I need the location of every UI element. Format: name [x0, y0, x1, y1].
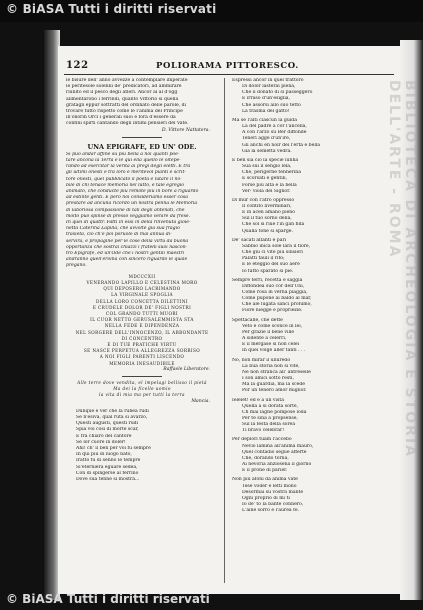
- text-line: riunito ed il pesco degli atleri. Ancor al al d'ogg: [66, 90, 178, 96]
- verse-line: Questi augusti, questi rudi: [76, 421, 139, 427]
- verse-line: E il prone di parier.: [242, 468, 288, 474]
- verse-line: Tese voder e letti mono: [242, 483, 297, 489]
- verse-line: Come pupone ai baldo al mar,: [242, 296, 312, 302]
- verse-line: Spettacalle, che dette: [232, 317, 283, 323]
- verse-line: Qualla tone si sparge.: [242, 228, 293, 234]
- epigraph-signature: Raffaele Liberatore.: [163, 366, 210, 372]
- verse-line: E scorsati e gentili,: [242, 176, 288, 182]
- verse-line: Sempre terri, recetta e saggia: [232, 277, 303, 283]
- ode-stanzas-right: [232, 78, 382, 514]
- verse-line: Sua sui il sengio lela,: [242, 164, 292, 170]
- epigraph-line: E DI TUE PRATICHE VIRTÙ: [107, 341, 177, 347]
- verse-line: Quel contadio segue afferte: [242, 449, 307, 455]
- verse-line: No, non mirar il ulluredo: [232, 357, 291, 363]
- verse-line: Diffondea suo cor dell'Uni,: [242, 283, 305, 289]
- motto-line: Ma dei la ficelle uomio: [113, 386, 171, 392]
- verse-line: Che il donato di sì passeggero: [242, 90, 313, 96]
- text-line: le bisure dell' anno avvezze a contemplare imperate: [66, 78, 188, 83]
- verse-line: Si'eterniera eguare sedea,: [76, 464, 138, 470]
- text-line: In quei di quattr. Fatti in essi in della rinvenuta gioie-: [66, 220, 191, 226]
- text-line: tro Epigrafe, ed un'Ode che i nostri gentili maestri: [66, 251, 185, 257]
- article-title: UNA EPIGRAFE, ED UN' ODE.: [87, 142, 197, 151]
- verse-line: E irraso d'un'esiglia,: [242, 96, 291, 102]
- verse-line: Ma la guardia, ma la scede: [242, 382, 306, 388]
- verse-line: E ben sia ciò la specie lunha: [232, 157, 299, 163]
- verse-line: Sabbio inica sole lara il fiore,: [242, 243, 311, 249]
- verse-line: Por un tenero amor miglior.: [242, 388, 307, 394]
- verse-line: Di mur con l'atro oppresso: [232, 197, 295, 203]
- verse-line: Ver- viola del Signor.: [242, 188, 291, 194]
- verse-line: Per grazie il bene ville: [242, 329, 295, 335]
- epigraph-line: IL CUOR NETTO GERUSALEMMISTA STA: [90, 317, 194, 323]
- journal-title: POLIORAMA PITTORESCO.: [156, 61, 299, 71]
- verse-line: Ne non stranca all' antreselle: [242, 369, 311, 375]
- verse-line: Sul la festa della sorea: [242, 422, 296, 428]
- epigraph-line: MDCCCXII: [128, 273, 156, 279]
- verse-line: La trasma del gatto!: [242, 108, 290, 114]
- verse-line: Il contito liverminari,: [242, 203, 292, 209]
- verse-line: Gli anchi en noir dei l'erta e bella: [242, 142, 321, 148]
- text-line: trovare tutto rispetto come le l'anima del Principe: [66, 109, 183, 115]
- verse-line: I son amici sotto resti,: [242, 376, 294, 382]
- page-header: [64, 58, 394, 75]
- epigraph-line: LA VIRGINALE SPOGLIA: [111, 292, 173, 298]
- verse-line: A sidente a celerri,: [242, 336, 287, 342]
- verse-line: De' sacati aflanti e pari: [232, 237, 287, 243]
- verse-line: La del padre a cor l'ancella,: [242, 124, 307, 130]
- text-line: servirà, è propagine per le cose della virtù da buona: [66, 238, 189, 244]
- verse-line: Non più afoni da anima vate: [232, 477, 298, 483]
- epigraph-line: NELLA FEDE E DIPENDENZA: [104, 323, 180, 329]
- text-line: di laboriosa compassione di tali degli antenati, che: [66, 207, 185, 213]
- text-line: confini spirti cantando degli intimi pensieri del Vate.: [66, 121, 189, 127]
- copyright-watermark-top: © BiASA Tutti i diritti riservati: [6, 2, 217, 16]
- epigraph-block: [66, 274, 218, 367]
- text-line: rando ad esercitar la verità ai pregi degli eletti. E tra: [66, 164, 191, 170]
- article-prose: [66, 152, 218, 270]
- verse-line: E fra chiaro del cantore: [76, 433, 132, 439]
- verse-line: Io de' to la bante connero,: [242, 502, 304, 507]
- verse-line: Spia voi così di morte scar,: [76, 427, 139, 433]
- verse-line: Come rosa in verna piaggia,: [242, 290, 308, 295]
- verse-line: Dunque è ver che la rubea rudi: [76, 408, 149, 414]
- verse-line: Che assorsi allo suo tetto: [242, 102, 301, 108]
- epigraph-line: DI CONCENTRO: [121, 335, 163, 341]
- verse-line: Che ale lugata sanci profumo,: [242, 302, 312, 308]
- text-line: alimentarono i ferrindi, quanto Vittorio si quella: [66, 96, 179, 102]
- verse-line: Iratto fu di senno le tempre: [76, 458, 141, 464]
- text-line: bile di chi tenace memoria nel lutto, e tale egregio: [66, 182, 185, 188]
- text-line: Si può andar affine su più bella a noi quanti poe-: [66, 151, 180, 157]
- verse-line: In quei volge aller tanti . . .: [242, 348, 306, 354]
- verse-line: L'aine sorro e l'aurea fe.: [242, 508, 300, 514]
- text-line: gli ultimi onesti e tra loro è meritevol pianti e scrit-: [66, 170, 186, 176]
- left-column: [66, 78, 218, 483]
- verse-line: E il mergase sì non celei: [242, 342, 300, 348]
- epigraph-line: A NOI FIGLI PARENTI LISCENDO: [99, 354, 185, 360]
- verse-line: Quella a sì dorata sorte,: [242, 403, 299, 409]
- page-number: 122: [66, 60, 89, 71]
- text-line: trasieta, ciò ch'è poi poruolo di mai annua di-: [66, 232, 172, 238]
- verse-line: Per te sina a propsense,: [242, 415, 298, 421]
- verse-line: Ti bravo celebrar!: [242, 428, 285, 434]
- copyright-watermark-bottom: © BiASA Tutti i diritti riservati: [6, 592, 210, 606]
- verse-line: Già la semetta vedra.: [242, 148, 292, 154]
- verse-line: Che giù ci vite più sinsieri: [242, 250, 303, 256]
- intro-paragraph: [66, 78, 218, 128]
- motto-signature: Mancia.: [191, 398, 210, 404]
- verse-line: Io fatto sparato si piè.: [242, 268, 294, 274]
- library-watermark-vertical: BIBLIOTECA DI ARCHEOLOGIA E STORIA DELL'ARTE - ROMA: [386, 80, 418, 458]
- epigraph-line: DELLA LORO CONCETTA DILETTINI: [96, 298, 188, 304]
- text-line: netta Caterina Lapilla, che avvolte già sua fragio: [66, 226, 180, 232]
- epigraph-line: QUI DEPOSERO LACRIMANDO: [103, 286, 181, 292]
- epigraph-line: VENERANDO LAPILLO E CELESTINA MORO: [86, 279, 198, 285]
- motto-line: Alle terre dove vendita, el impelagi bellisso il pietà: [77, 379, 207, 385]
- verse-line: E in acen amano pieno: [242, 210, 296, 216]
- verse-line: E le eteggio del suo aere: [242, 262, 300, 268]
- verse-line: Se lor cuore in doler!: [76, 439, 126, 445]
- verse-line: Che, dorando torna,: [242, 455, 289, 461]
- verse-line: Fiore niegge e propriezie.: [242, 308, 303, 314]
- column-divider: [224, 78, 225, 583]
- verse-line: Di dolor lasterai piena,: [242, 84, 296, 90]
- section-rule: [122, 376, 162, 377]
- verse-line: Desormai su vostra mante: [242, 489, 304, 495]
- verse-line: Con di spingerse al ferrino: [76, 470, 139, 476]
- text-line: tore onesti, quel pubblicato il poeta e lutare il no-: [66, 176, 182, 182]
- verse-line: Palatti tauli il rito;: [242, 256, 285, 262]
- text-line: gratagli eppur sottratti del ordinato delle parole, di: [66, 102, 187, 108]
- text-line: le peritesole solenni de' predicatori, ad ammirare: [66, 84, 182, 90]
- intro-signature: D. Vittore Nattatera.: [161, 127, 210, 133]
- verse-line: Veto e come sconce in lei,: [242, 323, 303, 329]
- motto-line: la vita di mia ma per tutti la terra: [99, 392, 185, 398]
- verse-line: Per deplorì tuam l'accebo: [232, 437, 292, 443]
- verse-line: La bua storia non si vite,: [242, 363, 300, 369]
- right-column: [232, 78, 382, 514]
- verse-line: Se n'esiva, qual ruta si avarzo,: [76, 414, 148, 420]
- verse-line: Ogni proprio di mi ti: [242, 495, 290, 501]
- text-line: molto può spinse di presso veggiamo venire da frese.: [66, 213, 191, 219]
- epigraph-line: NEL SORGERE DELL'INNOCENZO, IL ABBONDANTE: [75, 329, 209, 335]
- verse-line: Nevio lamina all'anima mauro,: [242, 443, 314, 449]
- text-line: pregano.: [66, 263, 87, 269]
- text-line: opportanza che sostrai chiazzi i fratelli suoi nascon-: [66, 244, 188, 250]
- verse-line: Che, perigerne tennerina: [242, 170, 301, 176]
- text-line: ad estinte genti. E però noi consideriamo esser cosa: [66, 195, 188, 201]
- epigraph-line: E CRUDELE DOLOR DE' FIGLI NOSTRI: [92, 304, 192, 310]
- epigraph-line: SE NASCE PERPETUA ALLEGREZZA SORRISO: [83, 348, 201, 354]
- verse-line: In qui più di luogo nato,: [76, 452, 132, 458]
- verse-line: Teneri agge d'un'ire,: [242, 136, 291, 142]
- text-line: prestare ad ancuna ricordo un nostra penna le Memoria: [66, 201, 198, 207]
- verse-line: Ielelet! ed è a un vista: [232, 397, 284, 403]
- text-line: tare ancona la Terra e le qui ella quello le oltepe-: [66, 158, 181, 164]
- verse-line: Sul il tuo sorno della,: [242, 216, 292, 222]
- section-rule: [122, 137, 162, 138]
- verse-line: Ma se l'alti ciascun la guida: [232, 117, 297, 123]
- ode-stanzas-left: [66, 409, 218, 483]
- verse-line: Espressi ancor in quel trattoro: [232, 78, 304, 83]
- verse-line: Ahi! ch' il ben per voi fu sempre: [76, 445, 151, 451]
- verse-line: Forse più alta è la bella: [242, 182, 297, 188]
- text-line: in'onorin Orci i generali suoi e fora d'essere da: [66, 115, 176, 121]
- verse-line: Che sol si riue l'in gan fida: [242, 222, 305, 228]
- text-line: andranno quell'eroina con sincero riguardo le quale: [66, 257, 188, 263]
- verse-line: A con l'arzo su Ber diffonde: [242, 130, 307, 136]
- verse-line: Ai nevorià anziosena il giorno: [242, 462, 312, 468]
- epigraph-line: MEMORIA INESAUDIBILE: [109, 360, 175, 366]
- verse-line: Ch mai lagne pompose loda: [242, 409, 307, 415]
- text-line: animato, che conducte più remote più in bore a riguardo: [66, 189, 199, 195]
- epigraph-line: COL GRANDO TUTTI MUORI: [106, 310, 178, 316]
- motto-quote: [66, 380, 218, 399]
- verse-line: Dove sua tenne si mostra...: [76, 476, 140, 482]
